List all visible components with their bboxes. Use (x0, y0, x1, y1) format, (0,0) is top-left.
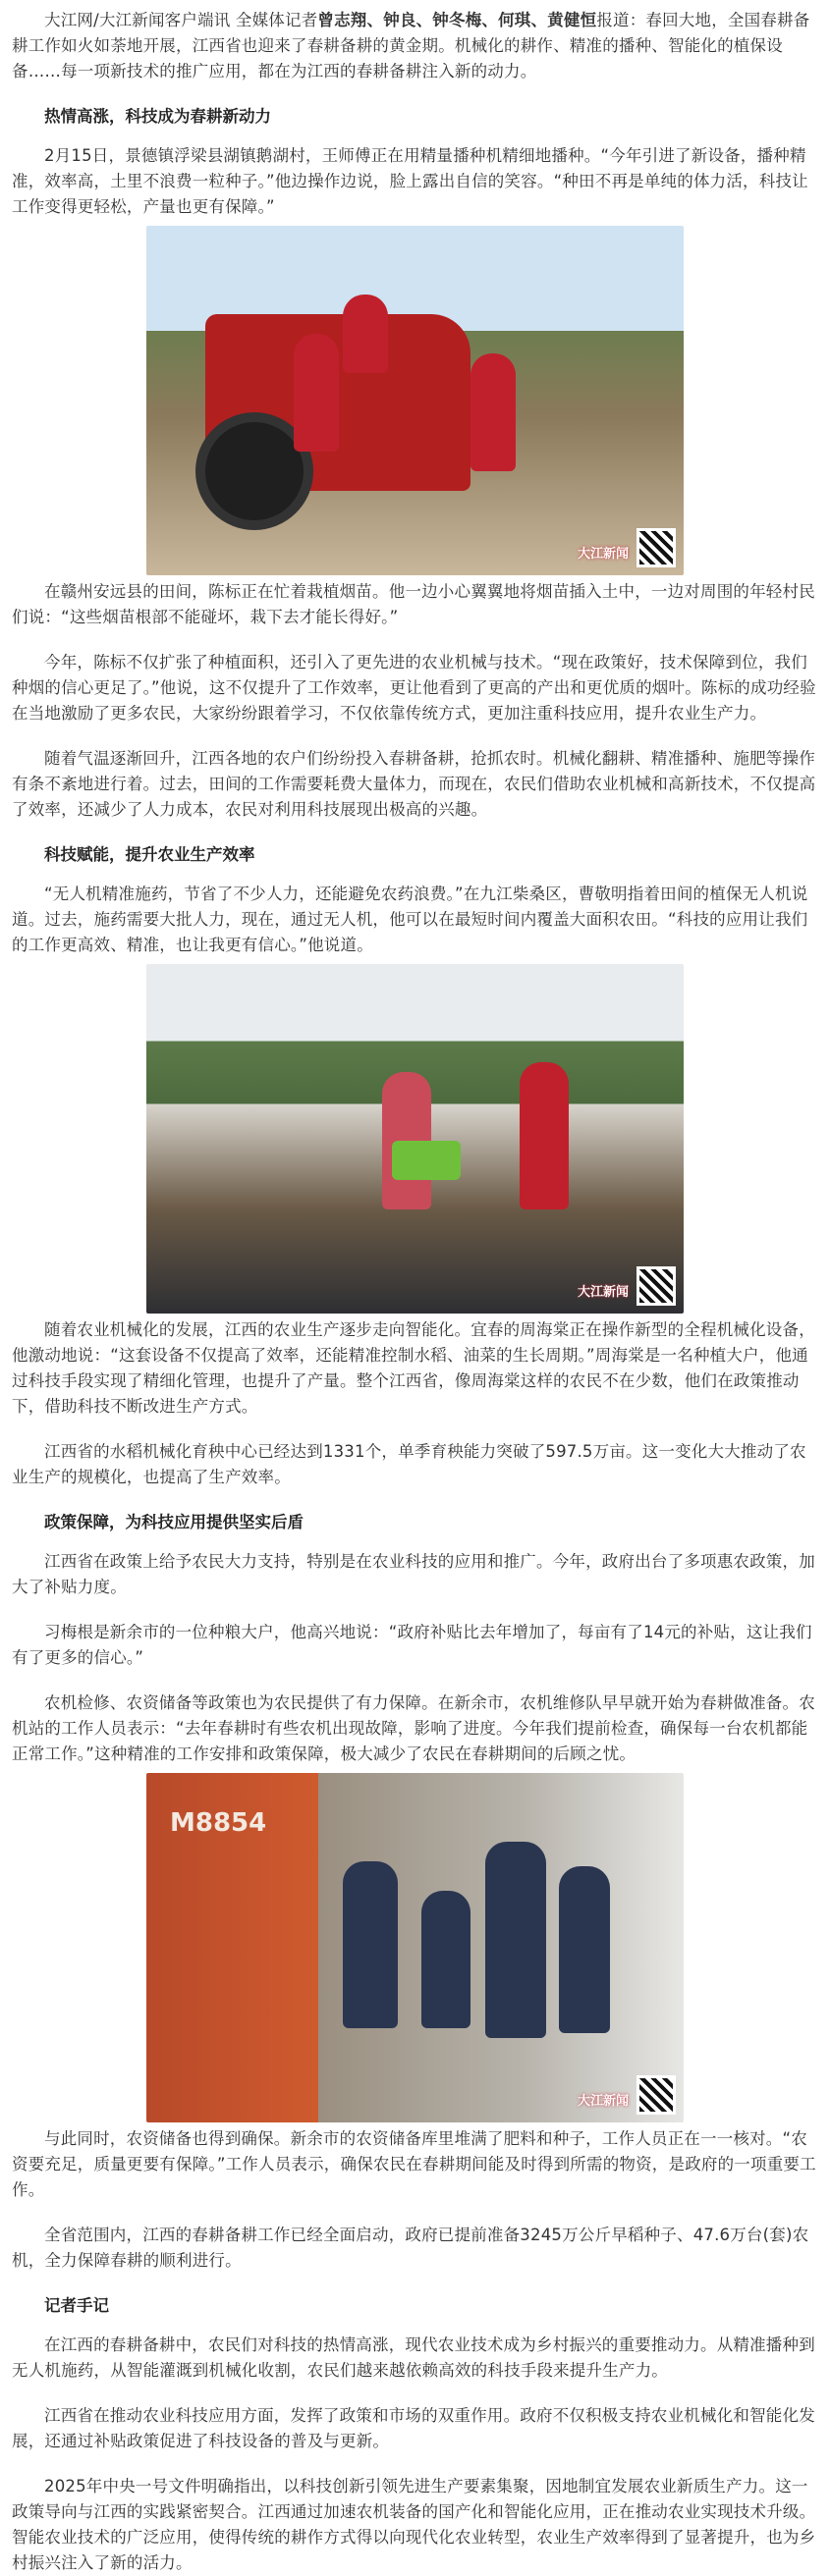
section-heading-2: 科技赋能，提升农业生产效率 (44, 845, 255, 864)
photo-machinery-inspection (146, 1773, 684, 2122)
paragraph: 2025年中央一号文件明确指出，以科技创新引领先进生产要素集聚，因地制宜发展农业新质生产力。这一政策导向与江西的实践紧密契合。江西通过加速农机装备的国产化和智能化应用，正在推动农业实现技术升级。智能农业技术的广泛应用，使得传统的耕作方式得以向现代化农业转型，农业生产效率得到了显著提升，也为乡村振兴注入了新的活力。 (12, 2477, 816, 2572)
qr-code-icon (636, 1266, 676, 1306)
worker-figure (421, 1891, 470, 2028)
intro-source: 大江网/大江新闻客户端讯 全媒体记者 (44, 11, 318, 29)
farmer-figure (470, 353, 516, 471)
intro-paragraph (12, 8, 818, 84)
paragraph: 随着气温逐渐回升，江西各地的农户们纷纷投入春耕备耕，抢抓农时。机械化翻耕、精准播种、施肥等操作有条不紊地进行着。过去，田间的工作需要耗费大量体力，而现在，农民们借助农业机械和高新技术，不仅提高了效率，还减少了人力成本，农民对利用科技展现出极高的兴趣。 (12, 749, 816, 819)
section-heading-4: 记者手记 (44, 2296, 109, 2315)
paragraph: 农机检修、农资储备等政策也为农民提供了有力保障。在新余市，农机维修队早早就开始为春耕做准备。农机站的工作人员表示：“去年春耕时有些农机出现故障，影响了进度。今年我们提前检查，确保每一台农机都能正常工作。”这种精准的工作安排和政策保障，极大减少了农民在春耕期间的后顾之忧。 (12, 1693, 815, 1763)
paragraph: 习梅根是新余市的一位种粮大户，他高兴地说：“政府补贴比去年增加了，每亩有了14元的补贴，这让我们有了更多的信心。” (12, 1623, 812, 1667)
worker-figure (485, 1842, 546, 2038)
section-heading-1: 热情高涨，科技成为春耕新动力 (44, 107, 271, 126)
seedling-tray (392, 1141, 461, 1180)
farmer-figure (343, 295, 388, 373)
paragraph: 江西省的水稻机械化育秧中心已经达到1331个，单季育秧能力突破了597.5万亩。这一变化大大推动了农业生产的规模化，也提高了生产效率。 (12, 1442, 806, 1486)
paragraph: 今年，陈标不仅扩张了种植面积，还引入了更先进的农业机械与技术。“现在政策好，技术保障到位，我们种烟的信心更足了。”他说，这不仅提升了工作效率，更让他看到了更高的产出和更优质的烟叶。陈标的成功经验在当地激励了更多农民，大家纷纷跟着学习，不仅依靠传统方式，更加注重科技应用，提升农业生产力。 (12, 653, 816, 723)
machine-label: M8854 (170, 1808, 267, 1838)
paragraph: 江西省在政策上给予农民大力支持，特别是在农业科技的应用和推广。今年，政府出台了多项惠农政策，加大了补贴力度。 (12, 1552, 815, 1596)
watermark-logo: 大江新闻 (577, 547, 629, 562)
photo-tobacco-planting (146, 964, 684, 1314)
paragraph: “无人机精准施药，节省了不少人力，还能避免农药浪费。”在九江柴桑区，曹敬明指着田间的植保无人机说道。过去，施药需要大批人力，现在，通过无人机，他可以在最短时间内覆盖大面积农田。“科技的应用让我们的工作更高效、精准，也让我更有信心。”他说道。 (12, 885, 808, 954)
intro-body: 报道：春回大地，全国春耕备耕工作如火如荼地开展，江西省也迎来了春耕备耕的黄金期。机械化的耕作、精准的播种、智能化的植保设备……每一项新技术的推广应用，都在为江西的春耕备耕注入新的动力。 (12, 11, 810, 80)
paragraph: 在江西的春耕备耕中，农民们对科技的热情高涨，现代农业技术成为乡村振兴的重要推动力。从精准播种到无人机施药，从智能灌溉到机械化收割，农民们越来越依赖高效的科技手段来提升生产力。 (12, 2335, 815, 2380)
farmer-figure (294, 334, 339, 452)
watermark-logo: 大江新闻 (577, 2094, 629, 2109)
qr-code-icon (636, 528, 676, 567)
paragraph: 与此同时，农资储备也得到确保。新余市的农资储备库里堆满了肥料和种子，工作人员正在一一核对。“农资要充足，质量更要有保障。”工作人员表示，确保农民在春耕期间能及时得到所需的物资，是政府的一项重要工作。 (12, 2129, 816, 2199)
section-heading-3: 政策保障，为科技应用提供坚实后盾 (44, 1513, 304, 1531)
intro-authors: 曾志翔、钟良、钟冬梅、何琪、黄健恒 (317, 11, 597, 29)
farmer-figure (520, 1062, 569, 1209)
paragraph: 全省范围内，江西的春耕备耕工作已经全面启动，政府已提前准备3245万公斤早稻种子、47.6万台(套)农机，全力保障春耕的顺利进行。 (12, 2226, 809, 2270)
worker-figure (559, 1866, 610, 2033)
paragraph: 随着农业机械化的发展，江西的农业生产逐步走向智能化。宜春的周海棠正在操作新型的全程机械化设备，他激动地说：“这套设备不仅提高了效率，还能精准控制水稻、油菜的生长周期。”周海棠是一名种植大户，他通过科技手段实现了精细化管理，也提升了产量。整个江西省，像周海棠这样的农民不在少数，他们在政策推动下，借助科技不断改进生产方式。 (12, 1320, 815, 1416)
qr-code-icon (636, 2075, 676, 2115)
watermark-logo: 大江新闻 (577, 1285, 629, 1300)
worker-figure (343, 1861, 398, 2028)
photo-tractor-seeding (146, 226, 684, 575)
paragraph: 在赣州安远县的田间，陈标正在忙着栽植烟苗。他一边小心翼翼地将烟苗插入土中，一边对周围的年轻村民们说：“这些烟苗根部不能碰坏，栽下去才能长得好。” (12, 582, 815, 626)
paragraph: 江西省在推动农业科技应用方面，发挥了政策和市场的双重作用。政府不仅积极支持农业机械化和智能化发展，还通过补贴政策促进了科技设备的普及与更新。 (12, 2406, 815, 2450)
paragraph: 2月15日，景德镇浮梁县湖镇鹅湖村，王师傅正在用精量播种机精细地播种。“今年引进了新设备，播种精准，效率高，土里不浪费一粒种子。”他边操作边说，脸上露出自信的笑容。“种田不再是单纯的体力活，科技让工作变得更轻松，产量也更有保障。” (12, 146, 808, 216)
